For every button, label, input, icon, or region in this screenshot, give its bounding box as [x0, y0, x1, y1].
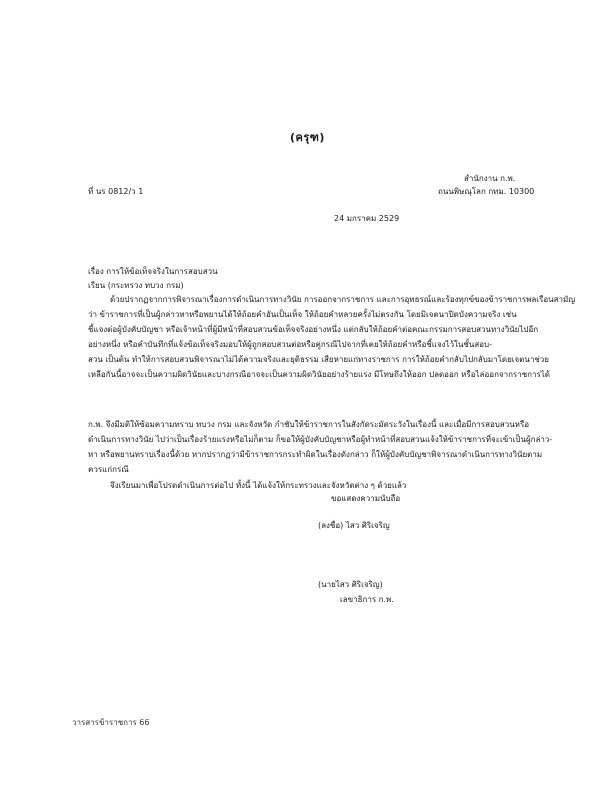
letter-closing: ขอแสดงความนับถือ: [331, 494, 401, 503]
body-paragraph-1: [88, 294, 576, 384]
letter-subject: เรื่อง การให้ข้อเท็จจริงในการสอบสวน: [88, 267, 218, 276]
paragraph-line: ก.พ. จึงมีมติให้ซ้อมความทราบ ทบวง กรม และจังหวัด กำชับให้ข้าราชการในสังกัดระมัดระวังในเรื่องนี้ และเมื่อมีการสอบสวนหรือ: [88, 420, 530, 429]
letter-title: (ครุฑ): [290, 131, 325, 144]
paragraph-line: จึงเรียนมาเพื่อโปรดดำเนินการต่อไป ทั้งนี้ ได้แจ้งให้กระทรวงและจังหวัดต่าง ๆ ด้วยแล้ว: [110, 481, 407, 490]
signature-line: (ลงชื่อ) ไสว ศิริเจริญ: [318, 521, 390, 530]
body-paragraph-1-cont: [88, 419, 553, 479]
paragraph-line: ดำเนินการทางวินัย ไปว่าเป็นเรื่องร้ายแรงหรือไม่ก็ตาม ก็ขอให้ผู้บังคับบัญชาหรือผู้ทำหน้าที่สอบสวนแจ้งให้ข้าราชการที่จะเข้าเป็นผู้กล่าว-: [88, 435, 553, 444]
signer-name: (นายไสว ศิริเจริญ): [318, 580, 383, 589]
letter-date: 24 มกราคม 2529: [334, 214, 400, 223]
paragraph-line: อย่างหนึ่ง หรือคำบันทึกที่แจ้งข้อเท็จจริงมอบให้ผู้ถูกสอบสวนต่อหรือคู่กรณีไปจากที่เคยให้ถ้อยคำหรือชี้แจงไว้ในชั้นสอบ-: [88, 340, 492, 349]
letter-recipient: เรียน (กระทรวง ทบวง กรม): [88, 281, 184, 290]
paragraph-line: เหลือกันนี้อาจจะเป็นความผิดวินัยและบางกรณีอาจจะเป็นความผิดวินัยอย่างร้ายแรง มีโทษถึงให้ออก ปลดออก หรือไล่ออกจากราชการได้: [88, 370, 551, 379]
office-address: ถนนพิษณุโลก กทม. 10300: [438, 187, 535, 196]
office-name: สำนักงาน ก.พ.: [464, 174, 516, 183]
paragraph-line: หา หรือพยานทราบเรื่องนี้ด้วย หากปรากฏว่ามีข้าราชการกระทำผิดในเรื่องดังกล่าว ก็ให้ผู้บังคับบัญชาพิจารณาดำเนินการทางวินัยตาม: [88, 450, 543, 459]
body-paragraph-2: [88, 480, 524, 495]
paragraph-line: ชี้แจงต่อผู้บังคับบัญชา หรือเจ้าหน้าที่ผู้มีหน้าที่สอบสวนข้อเท็จจริงอย่างหนึ่ง แต่กลับให้ถ้อยคำต่อคณะกรรมการสอบสวนทางวินัยไปอีก: [88, 325, 539, 334]
paragraph-line: ควรแก่กรณี: [88, 465, 129, 474]
paragraph-line: สวน เป็นต้น ทำให้การสอบสวนพิจารณาไม่ได้ความจริงและยุติธรรม เสียหายแก่ทางราชการ การให้ถ้อยคำกลับไปกลับมาโดยเจตนาช่วย: [88, 355, 549, 364]
reference-number: ที่ นร 0812/ว 1: [88, 187, 144, 196]
paragraph-line: ด้วยปรากฏจากการพิจารณาเรื่องการดำเนินการทางวินัย การออกจากราชการ และการอุทธรณ์และร้องทุกข์ของข้าราชการพลเรือนสามัญ: [110, 295, 576, 304]
page-footer: วารสารข้าราชการ 66: [72, 718, 150, 727]
paragraph-line: ว่า ข้าราชการที่เป็นผู้กล่าวหาหรือพยานได้ให้ถ้อยคำอันเป็นเท็จ ให้ถ้อยคำหลายครั้งไม่ตรงกัน โดยมิเจตนาปิดบังความจริง เช่น: [88, 310, 517, 319]
signer-title: เลขาธิการ ก.พ.: [340, 595, 394, 604]
